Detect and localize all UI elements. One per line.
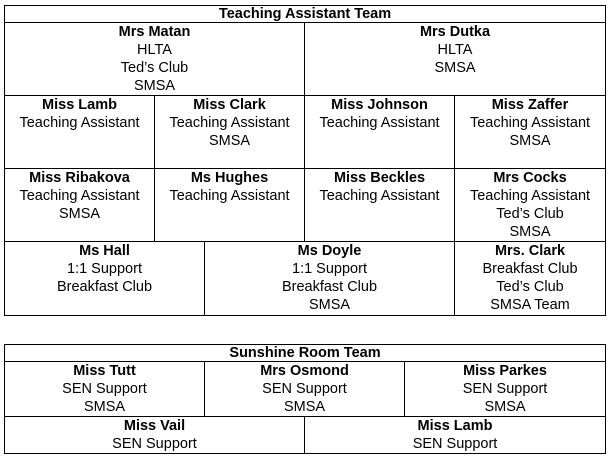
staff-name: Miss Parkes	[463, 363, 547, 379]
staff-name: Miss Johnson	[331, 97, 428, 113]
staff-role: SEN Support	[462, 381, 548, 397]
staff-name: Miss Clark	[193, 97, 266, 113]
staff-role: Breakfast Club	[482, 261, 578, 277]
staff-role: SMSA	[283, 399, 326, 415]
staff-cell	[455, 96, 606, 169]
staff-role: SEN Support	[412, 436, 498, 452]
staff-role: Ted’s Club	[120, 60, 189, 76]
staff-cell	[205, 242, 455, 316]
staff-role: SMSA	[58, 206, 101, 222]
staff-name: Miss Ribakova	[29, 170, 130, 186]
staff-role: Teaching Assistant	[169, 115, 290, 131]
staff-name: Miss Lamb	[417, 418, 493, 434]
staff-name: Ms Doyle	[297, 243, 362, 259]
staff-role: Teaching Assistant	[319, 188, 440, 204]
staff-cell	[5, 23, 305, 96]
staff-cell	[5, 417, 305, 454]
staff-role: 1:1 Support	[292, 261, 367, 277]
staff-cell	[455, 242, 606, 316]
staff-name: Miss Beckles	[333, 170, 426, 186]
staff-name: Ms Hall	[79, 243, 130, 259]
sunshine-room-team-table	[4, 344, 606, 454]
staff-role: Teaching Assistant	[169, 188, 290, 204]
staff-role: Ted’s Club	[496, 279, 564, 295]
staff-cell	[305, 417, 606, 454]
staff-name: Miss Zaffer	[491, 97, 569, 113]
staff-cell	[5, 169, 155, 242]
staff-cell	[5, 362, 205, 417]
staff-role: SEN Support	[112, 436, 197, 452]
staff-cell	[155, 169, 305, 242]
staff-name: Miss Lamb	[42, 97, 117, 113]
table-title: Sunshine Room Team	[5, 345, 606, 362]
staff-role: SMSA	[133, 78, 176, 94]
staff-role: SMSA	[434, 60, 476, 76]
staff-name: Mrs Dutka	[419, 24, 491, 40]
staff-name: Mrs Cocks	[493, 170, 567, 186]
staff-role: HLTA	[437, 42, 473, 58]
staff-role: SMSA	[484, 399, 526, 415]
staff-role: Ted’s Club	[496, 206, 564, 222]
staff-cell	[205, 362, 405, 417]
staff-role: SMSA Team	[490, 297, 570, 313]
staff-name: Mrs Osmond	[260, 363, 349, 379]
staff-role: Breakfast Club	[56, 279, 153, 295]
staff-name: Ms Hughes	[190, 170, 269, 186]
teaching-assistant-team-table	[4, 5, 606, 316]
staff-cell	[405, 362, 606, 417]
staff-role: SEN Support	[262, 381, 347, 397]
staff-role: 1:1 Support	[67, 261, 142, 277]
staff-role: Teaching Assistant	[469, 188, 591, 204]
staff-role: Breakfast Club	[281, 279, 378, 295]
staff-name: Mrs. Clark	[494, 243, 566, 259]
staff-role: SMSA	[83, 399, 126, 415]
staff-cell	[305, 23, 606, 96]
staff-role: HLTA	[137, 42, 172, 58]
staff-cell	[155, 96, 305, 169]
staff-cell	[5, 96, 155, 169]
staff-role: Teaching Assistant	[319, 115, 440, 131]
staff-cell	[5, 242, 205, 316]
staff-role: SMSA	[509, 133, 551, 149]
staff-name: Miss Vail	[123, 418, 186, 434]
staff-role: SMSA	[509, 224, 551, 240]
staff-role: Teaching Assistant	[469, 115, 591, 131]
staff-cell	[305, 169, 455, 242]
staff-cell	[305, 96, 455, 169]
staff-role: Teaching Assistant	[19, 188, 140, 204]
staff-role: SEN Support	[62, 381, 147, 397]
staff-cell	[455, 169, 606, 242]
staff-role: Teaching Assistant	[19, 115, 140, 131]
staff-name: Miss Tutt	[73, 363, 136, 379]
staff-role: SMSA	[308, 297, 351, 313]
staff-role: SMSA	[208, 133, 251, 149]
table-title: Teaching Assistant Team	[5, 6, 606, 23]
staff-name: Mrs Matan	[118, 24, 191, 40]
